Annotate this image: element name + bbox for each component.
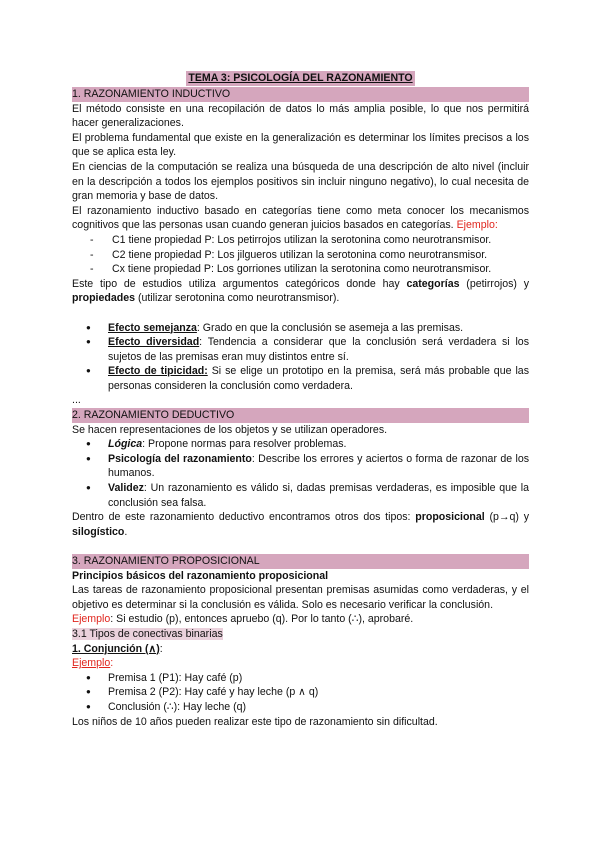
deductive-text: : Describe los errores y aciertos o forma de razonar de los humanos.	[108, 452, 530, 480]
deductive-item	[86, 437, 529, 452]
effect-term: Efecto diversidad	[108, 336, 200, 349]
deductive-term: Lógica	[108, 438, 143, 451]
conjunction-heading	[72, 642, 529, 657]
s1-paragraph-1: El método consiste en una recopilación de datos lo más amplia posible, lo que nos permitirá hacer generalizaciones.	[72, 102, 529, 130]
effect-item	[86, 321, 529, 336]
s1-example-label: Ejemplo:	[456, 219, 498, 232]
s1-p5-propiedades: propiedades	[72, 292, 135, 305]
s3-paragraph-1: Las tareas de razonamiento proposicional presentan premisas asumidas como verdaderas, y el objetivo es determinar si la conclusión es válida. Solo es necesario verificar la conclusión.	[72, 584, 529, 611]
deductive-term: Validez	[108, 482, 144, 495]
effect-term: Efecto de tipicidad:	[108, 365, 208, 378]
effect-text: : Tendencia a considerar que la conclusión será verdadera si los sujetos de las premisas eran muy distintos entre sí.	[108, 336, 529, 363]
deductive-term: Psicología del razonamiento	[108, 452, 252, 465]
spacer	[72, 306, 529, 321]
premise-item: ● Premisa 2 (P2): Hay café y hay leche (p ∧ q)	[86, 685, 529, 700]
s1-paragraph-4	[72, 204, 529, 233]
s2-p2-proposicional: proposicional	[415, 511, 485, 524]
section-2-heading: 2. RAZONAMIENTO DEDUCTIVO	[72, 408, 529, 423]
s3-subsection-heading	[72, 627, 529, 642]
s1-paragraph-3: En ciencias de la computación se realiza una búsqueda de una descripción de alto nivel (incluir en la descripción a todos los ejemplos positivos sin incluir ninguno negativo), lo cual necesita de gran memoria y base de datos.	[72, 160, 529, 203]
s1-paragraph-5	[72, 277, 529, 306]
s2-p2-silogistico: silogístico	[72, 525, 125, 538]
s1-p5-text-e: (utilizar serotonina como neurotransmisor).	[135, 292, 340, 305]
s3-closing: Los niños de 10 años pueden realizar este tipo de razonamiento sin dificultad.	[72, 715, 438, 728]
document-title: TEMA 3: PSICOLOGÍA DEL RAZONAMIENTO	[188, 72, 413, 84]
effect-item	[86, 335, 529, 364]
s3-example-line	[72, 612, 529, 627]
s1-paragraph-4-text: El razonamiento inductivo basado en categorías tiene como meta conocer los mecanismos cognitivos que las personas usan cuando generan juicios basados en categorías.	[72, 204, 529, 232]
s2-paragraph-1: Se hacen representaciones de los objetos y se utilizan operadores.	[72, 423, 388, 436]
s3-example-text: : Si estudio (p), entonces apruebo (q). Por lo tanto (∴), aprobaré.	[110, 613, 414, 626]
s3-example-2-colon: :	[110, 657, 114, 670]
s1-p5-categorias: categorías	[406, 277, 460, 290]
s1-p5-text-a: Este tipo de estudios utiliza argumentos categóricos donde hay	[72, 277, 407, 290]
conjunction-title: 1. Conjunción (∧)	[72, 642, 160, 655]
deductive-item	[86, 452, 529, 481]
section-1-heading: 1. RAZONAMIENTO INDUCTIVO	[72, 87, 529, 102]
effect-text: : Grado en que la conclusión se asemeja a las premisas.	[196, 321, 464, 334]
deductive-text: : Un razonamiento es válido si, dadas premisas verdaderas, es imposible que la conclusión sea falsa.	[108, 482, 529, 509]
s2-p2-text-c: (p→q) y	[484, 511, 530, 524]
premise-item: ● Conclusión (∴): Hay leche (q)	[86, 700, 529, 715]
effect-term: Efecto semejanza	[108, 321, 197, 334]
dash-item: - C1 tiene propiedad P: Los petirrojos utilizan la serotonina como neurotransmisor.	[90, 233, 529, 248]
dash-item: - C2 tiene propiedad P: Los jilgueros utilizan la serotonina como neurotransmisor.	[90, 248, 529, 263]
effects-list	[72, 321, 529, 394]
deductive-text: : Propone normas para resolver problemas.	[142, 438, 347, 451]
premise-list	[72, 671, 529, 715]
s3-subsection-text: 3.1 Tipos de conectivas binarias	[72, 627, 223, 640]
conjunction-colon: :	[159, 642, 163, 655]
effect-text: Si se elige un prototipo en la premisa, será más probable que las personas consideren la conclusión como verdadera.	[108, 365, 529, 392]
dash-item: - Cx tiene propiedad P: Los gorriones utilizan la serotonina como neurotransmisor.	[90, 262, 529, 277]
s2-p2-text-a: Dentro de este razonamiento deductivo encontramos otros dos tipos:	[72, 511, 416, 524]
ellipsis: ...	[72, 394, 81, 407]
s3-example-2	[72, 656, 529, 671]
s2-paragraph-2	[72, 510, 529, 539]
premise-item: ● Premisa 1 (P1): Hay café (p)	[86, 671, 529, 686]
premise-dash-list	[72, 233, 529, 277]
s3-example-2-label: Ejemplo	[72, 657, 111, 670]
spacer	[72, 539, 529, 554]
deductive-item	[86, 481, 529, 510]
deductive-list	[72, 437, 529, 510]
s3-subtitle-text: Principios básicos del razonamiento proposicional	[72, 569, 329, 582]
s3-example-label: Ejemplo	[72, 613, 111, 626]
s1-p5-text-c: (petirrojos) y	[459, 277, 530, 290]
s1-paragraph-2: El problema fundamental que existe en la generalización es determinar los límites precisos a los que se aplica esta ley.	[72, 131, 529, 159]
effect-item	[86, 364, 529, 393]
s3-subtitle	[72, 569, 529, 584]
title-row	[72, 71, 529, 87]
s2-p2-text-e: .	[124, 525, 128, 538]
section-3-heading: 3. RAZONAMIENTO PROPOSICIONAL	[72, 554, 529, 569]
